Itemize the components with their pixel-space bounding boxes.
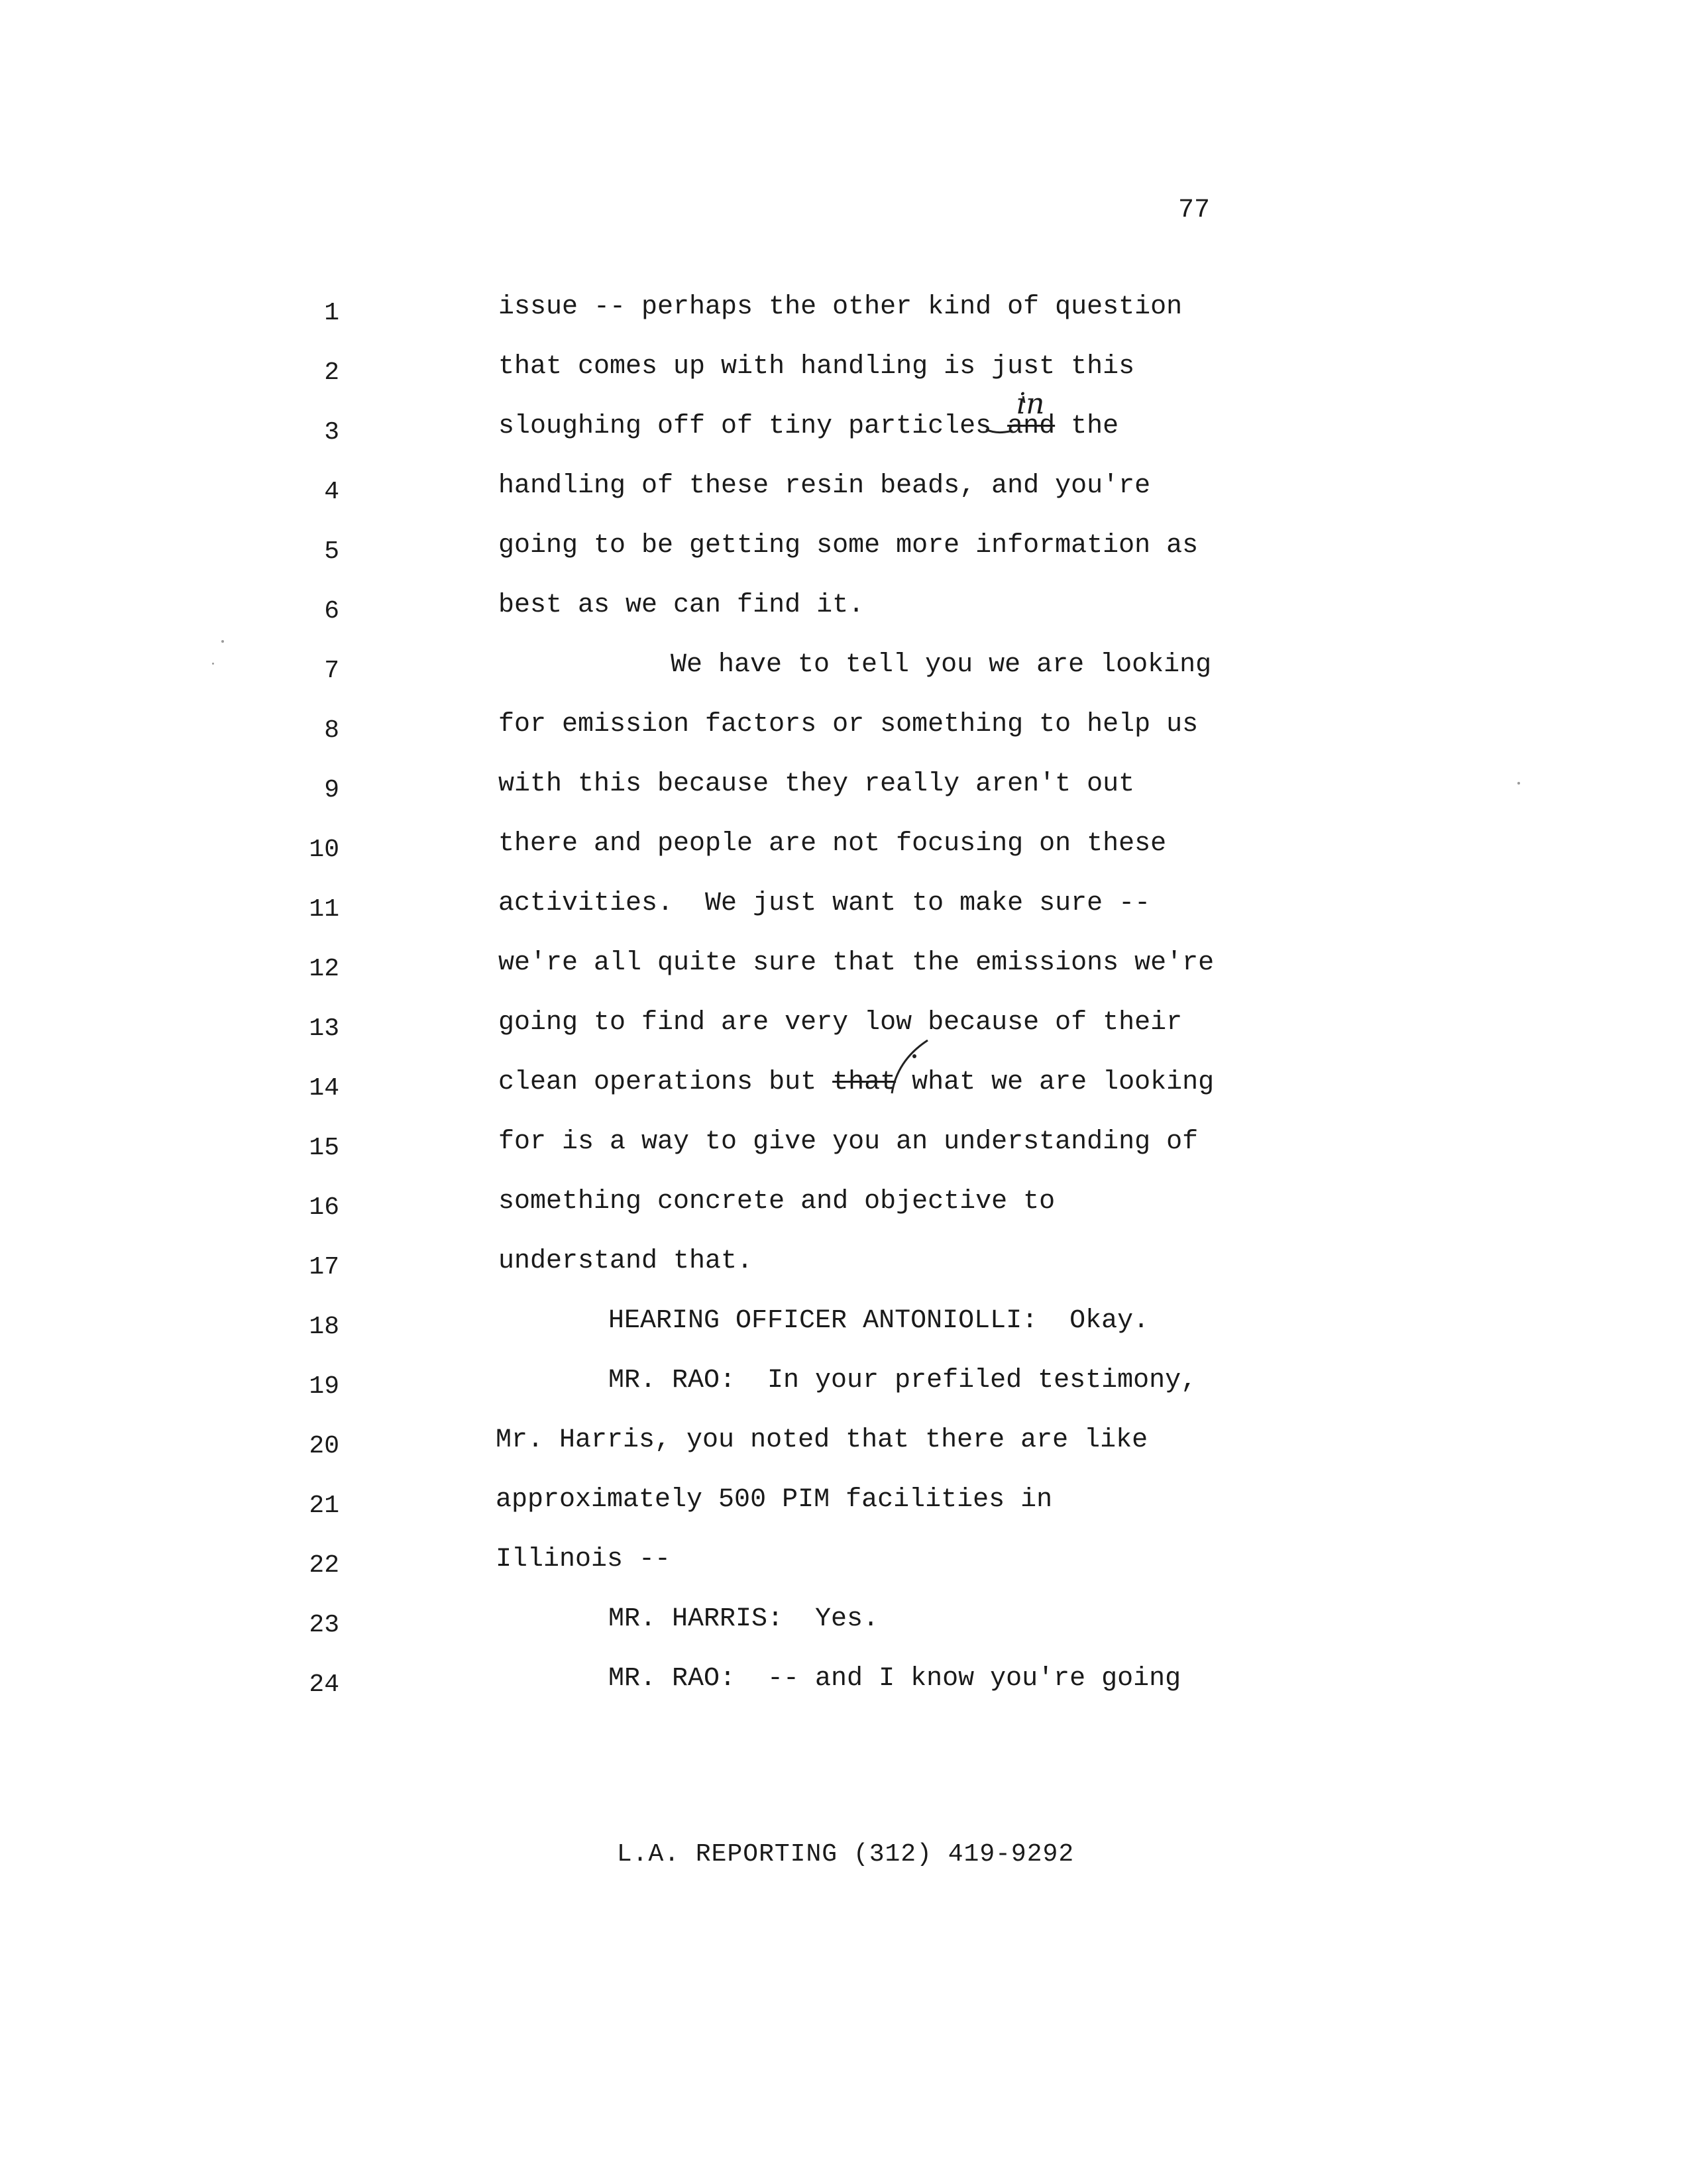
line-number: 4 — [324, 478, 339, 506]
scan-speck — [221, 640, 224, 643]
transcript-line: with this because they really aren't out — [498, 769, 1135, 799]
page-number: 77 — [1178, 195, 1211, 225]
transcript-line: issue -- perhaps the other kind of question — [498, 292, 1183, 322]
line-number: 13 — [309, 1014, 339, 1043]
line-number: 10 — [309, 836, 339, 864]
line-number: 12 — [309, 955, 339, 983]
line-number: 24 — [309, 1670, 339, 1699]
transcript-line: MR. RAO: -- and I know you're going — [608, 1664, 1181, 1694]
line-number: 9 — [324, 776, 339, 804]
line-number: 11 — [309, 895, 339, 924]
line-number: 20 — [309, 1432, 339, 1460]
line-number: 15 — [309, 1134, 339, 1162]
line-text-segment: sloughing off of tiny particles — [498, 411, 1008, 441]
line-number: 16 — [309, 1193, 339, 1222]
transcript-line: MR. HARRIS: Yes. — [608, 1604, 879, 1634]
transcript-line: something concrete and objective to — [498, 1187, 1056, 1217]
scan-speck — [212, 663, 214, 665]
transcript-line: best as we can find it. — [498, 590, 865, 620]
line-number: 2 — [324, 358, 339, 387]
transcript-line: there and people are not focusing on these — [498, 829, 1167, 859]
line-number: 14 — [309, 1074, 339, 1103]
line-number: 22 — [309, 1551, 339, 1580]
line-number: 23 — [309, 1611, 339, 1639]
line-text-segment: the — [1055, 411, 1119, 441]
transcript-line: We have to tell you we are looking — [671, 650, 1212, 680]
transcript-line: for is a way to give you an understanding of — [498, 1127, 1199, 1157]
line-number: 6 — [324, 597, 339, 626]
transcript-line: HEARING OFFICER ANTONIOLLI: Okay. — [608, 1306, 1150, 1336]
line-number: 1 — [324, 299, 339, 327]
transcript-line — [498, 1069, 1214, 1096]
reporter-footer: L.A. REPORTING (312) 419-9292 — [616, 1840, 1075, 1869]
line-text-segment: clean operations but — [498, 1067, 833, 1097]
transcript-line: handling of these resin beads, and you're — [498, 471, 1151, 501]
transcript-line: going to be getting some more information as — [498, 531, 1199, 561]
transcript-line: Illinois -- — [496, 1545, 671, 1574]
struck-word: that — [832, 1067, 897, 1097]
line-number: 3 — [324, 418, 339, 447]
scan-speck — [1517, 782, 1520, 785]
transcript-line: we're all quite sure that the emissions we're — [498, 948, 1215, 978]
insertion-caret-mark — [981, 387, 1060, 444]
transcript-line: approximately 500 PIM facilities in — [496, 1485, 1053, 1515]
transcript-line: activities. We just want to make sure -- — [498, 889, 1151, 918]
transcript-line: Mr. Harris, you noted that there are like — [496, 1425, 1148, 1455]
line-number: 19 — [309, 1372, 339, 1401]
struck-word: and — [1007, 411, 1056, 441]
line-number: 18 — [309, 1313, 339, 1341]
transcript-line: MR. RAO: In your prefiled testimony, — [608, 1366, 1197, 1395]
handwritten-insertion: in — [1016, 387, 1045, 421]
transcript-line: for emission factors or something to help us — [498, 710, 1199, 739]
line-text-segment: what we are looking — [896, 1067, 1215, 1097]
transcript-line: understand that. — [498, 1246, 753, 1276]
line-number: 21 — [309, 1492, 339, 1520]
line-number: 17 — [309, 1253, 339, 1282]
line-number: 7 — [324, 657, 339, 685]
insertion-caret-mark — [888, 1034, 941, 1100]
transcript-line: that comes up with handling is just this — [498, 352, 1135, 382]
transcript-line: going to find are very low because of their — [498, 1008, 1183, 1038]
line-number: 8 — [324, 716, 339, 745]
line-number: 5 — [324, 537, 339, 566]
